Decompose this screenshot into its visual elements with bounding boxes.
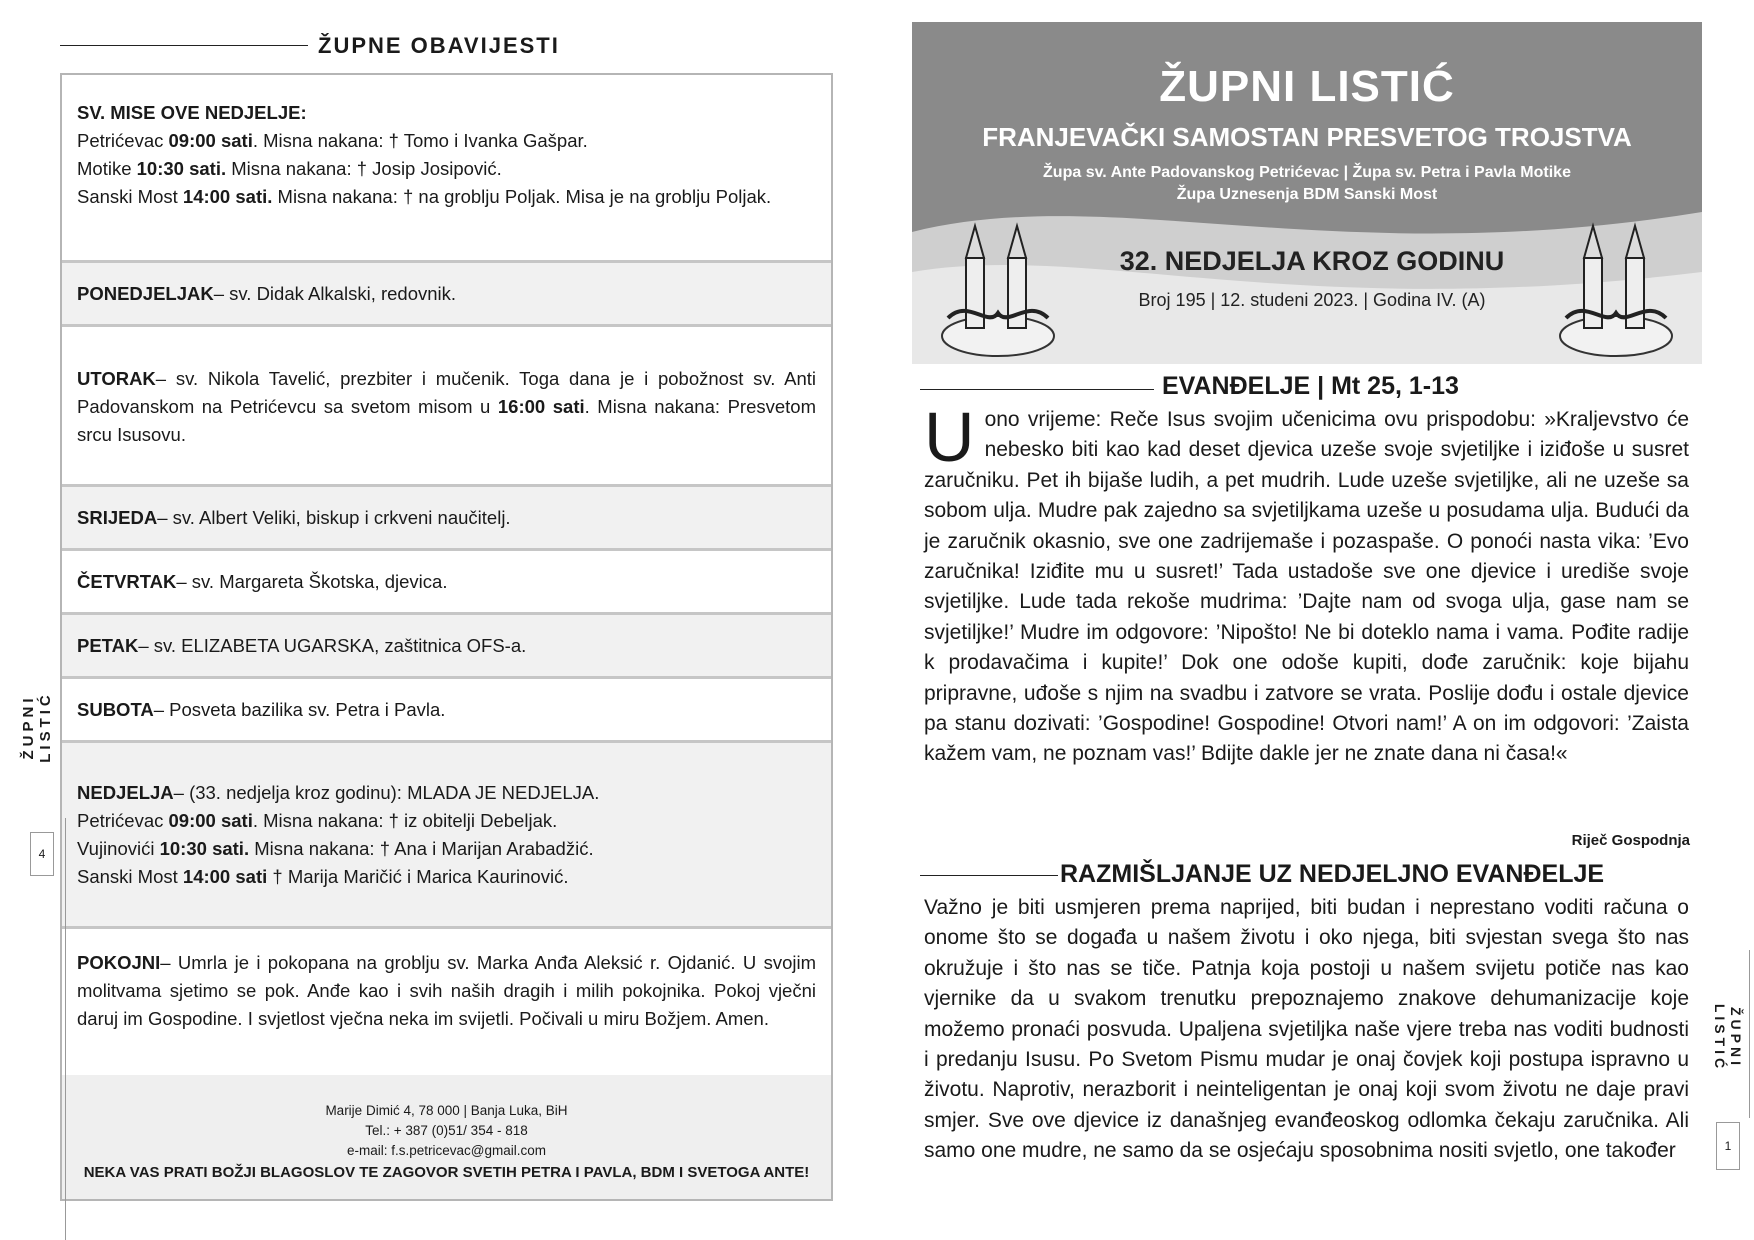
page-number: 4 bbox=[30, 832, 54, 876]
deceased-section: POKOJNI– Umrla je i pokopana na groblju sv. Marka Anđa Aleksić r. Ojdanić. U svojim molitvama sjetimo se pok. Anđe kao i svih naših dragih i milih pokojnika. Pokoj vječni daruj im Gospodine. I svjetlost vječna neka im svijetli. Počivali u miru Božjem. Amen. bbox=[77, 952, 816, 1029]
phone: Tel.: + 387 (0)51/ 354 - 818 bbox=[365, 1123, 528, 1138]
day-monday: PONEDJELJAK– sv. Didak Alkalski, redovnik. bbox=[62, 263, 831, 327]
left-side-tab bbox=[20, 650, 54, 861]
masses-title: SV. MISE OVE NEDJELJE: bbox=[77, 102, 307, 123]
title-rule bbox=[60, 45, 308, 46]
page-number: 1 bbox=[1716, 1122, 1740, 1170]
right-side-tab bbox=[1708, 950, 1744, 1170]
masthead-title: ŽUPNI LISTIĆ bbox=[1159, 62, 1455, 111]
day-saturday: SUBOTA– Posveta bazilika sv. Petra i Pavla. bbox=[62, 679, 831, 743]
day-friday: PETAK– sv. ELIZABETA UGARSKA, zaštitnica OFS-a. bbox=[62, 615, 831, 679]
notices-title: ŽUPNE OBAVIJESTI bbox=[318, 33, 560, 58]
drop-cap: U bbox=[924, 398, 975, 476]
mass-line: Sanski Most 14:00 sati † Marija Maričić i Marica Kaurinović. bbox=[77, 866, 569, 887]
reflection-heading: RAZMIŠLJANJE UZ NEDJELJNO EVANĐELJE bbox=[1060, 860, 1605, 888]
day-tuesday: UTORAK– sv. Nikola Tavelić, prezbiter i mučenik. Toga dana je i pobožnost sv. Anti Padovanskom na Petrićevcu sa svetom misom u 16:00 sati. Misna nakana: Presvetom srcu Isusovu. bbox=[62, 327, 831, 487]
gospel-heading: EVANĐELJE | Mt 25, 1-13 bbox=[1162, 372, 1459, 400]
sunday-name: 32. NEDJELJA KROZ GODINU bbox=[1119, 246, 1505, 276]
contact-footer bbox=[62, 1075, 831, 1199]
mass-line: Vujinovići 10:30 sati. Misna nakana: † Ana i Marijan Arabadžić. bbox=[77, 838, 594, 859]
parishes-list bbox=[912, 162, 1702, 206]
masthead-banner bbox=[912, 22, 1702, 364]
masses-section bbox=[62, 75, 831, 263]
reflection-text: Važno je biti usmjeren prema naprijed, biti budan i neprestano voditi računa o onome što se događa u našem životu i oko njega, biti svjestan svega što nas okružuje i što nas se tiče. Patnja koja postoji u našem svijetu potiče nas kao vjernike da u svakom trenutku prepoznajemo znakove dehumanizacije koje možemo pronaći posvuda. Upaljena svjetiljka naše vjere treba nas voditi budnosti i predanju Isusu. Po Svetom Pismu mudar je onaj čovjek koji postupa ispravno u životu. Naprotiv, nerazborit i neinteligentan je onaj koji svom životu ne daje pravi smjer. Sve ove djevice iz današnjeg evanđeoskog odlomka čekaju zaručnika. Ali samo one mudre, ne samo da se osjećaju sposobnima nositi svjetlo, one također bbox=[924, 896, 1689, 1163]
day-sunday: NEDJELJA– (33. nedjelja kroz godinu): MLADA JE NEDJELJA. Petrićevac 09:00 sati. Misna nakana: † iz obitelji Debeljak. Vujinovići 10:30 sati. Misna nakana: † Ana i Marijan Arabadžić. Sanski Most 14:00 sati † Marija Maričić i Marica Kaurinović. bbox=[62, 743, 831, 929]
side-rule bbox=[65, 818, 66, 1240]
reflection-rule bbox=[920, 875, 1058, 876]
gospel-attribution: Riječ Gospodnja bbox=[1571, 832, 1690, 849]
mass-line: Sanski Most 14:00 sati. Misna nakana: † na groblju Poljak. Misa je na groblju Poljak. bbox=[77, 186, 772, 207]
church-logo-right-icon bbox=[1556, 218, 1676, 358]
gospel-body: ono vrijeme: Reče Isus svojim učenicima ovu prispodobu: »Kraljevstvo će nebesko biti kao kad deset djevica uzeše svoje svjetiljke i iziđoše u susret zaručniku. Pet ih bijaše ludih, a pet mudrih. Lude uzeše svjetiljke, ali ne uzeše sa sobom ulja. Mudre pak zajedno sa svjetiljkama uzeše u posudama ulja. Budući da je zaručnik okasnio, sve one zadrijemaše i pozaspaše. O ponoći nasta vika: ’Evo zaručnika! Iziđite mu u susret!’ Tada ustadoše sve one djevice i urediše svoje svjetiljke. Lude tada rekoše mudrima: ’Dajte nam od svoga ulja, gase nam se svjetiljke!’ Mudre im odgovore: ’Nipošto! Ne bi doteklo nama i vama. Pođite radije k prodavačima i kupite!’ Dok one odoše kupiti, dođe zaručnik: koje bijahu pripravne, uđoše s njim na svadbu i zatvore se vrata. Poslije dođu i ostale djevice pa stanu dozivati: ’Gospodine! Gospodine! Otvori nam!’ A on im odgovori: ’Zaista kažem vam, ne poznam vas!’ Bdijte dakle jer ne znate dana ni časa!« bbox=[924, 408, 1689, 766]
gospel-rule bbox=[920, 389, 1154, 390]
email: e-mail: f.s.petricevac@gmail.com bbox=[346, 1143, 546, 1158]
side-rule bbox=[1749, 950, 1750, 1118]
day-wednesday: SRIJEDA– sv. Albert Veliki, biskup i crkveni naučitelj. bbox=[62, 487, 831, 551]
side-label: ŽUPNI LISTIĆ bbox=[1712, 1003, 1744, 1073]
parishes-line: Župa Uznesenja BDM Sanski Most bbox=[1176, 186, 1438, 203]
blessing: NEKA VAS PRATI BOŽJI BLAGOSLOV TE ZAGOVOR SVETIH PETRA I PAVLA, BDM I SVETOGA ANTE! bbox=[83, 1164, 810, 1181]
mass-line: Motike 10:30 sati. Misna nakana: † Josip Josipović. bbox=[77, 158, 502, 179]
mass-line: Petrićevac 09:00 sati. Misna nakana: † iz obitelji Debeljak. bbox=[77, 810, 558, 831]
side-label: ŽUPNI LISTIĆ bbox=[20, 691, 54, 763]
day-thursday: ČETVRTAK– sv. Margareta Škotska, djevica. bbox=[62, 551, 831, 615]
issue-info: Broj 195 | 12. studeni 2023. | Godina IV. (A) bbox=[1138, 290, 1486, 310]
notices-box bbox=[60, 73, 833, 1201]
masthead-subtitle: FRANJEVAČKI SAMOSTAN PRESVETOG TROJSTVA bbox=[982, 122, 1632, 152]
mass-line: Petrićevac 09:00 sati. Misna nakana: † Tomo i Ivanka Gašpar. bbox=[77, 130, 588, 151]
address: Marije Dimić 4, 78 000 | Banja Luka, BiH bbox=[325, 1103, 568, 1118]
church-logo-left-icon bbox=[938, 218, 1058, 358]
gospel-text bbox=[924, 398, 1689, 770]
parishes-line: Župa sv. Ante Padovanskog Petrićevac | Župa sv. Petra i Pavla Motike bbox=[1043, 164, 1571, 181]
